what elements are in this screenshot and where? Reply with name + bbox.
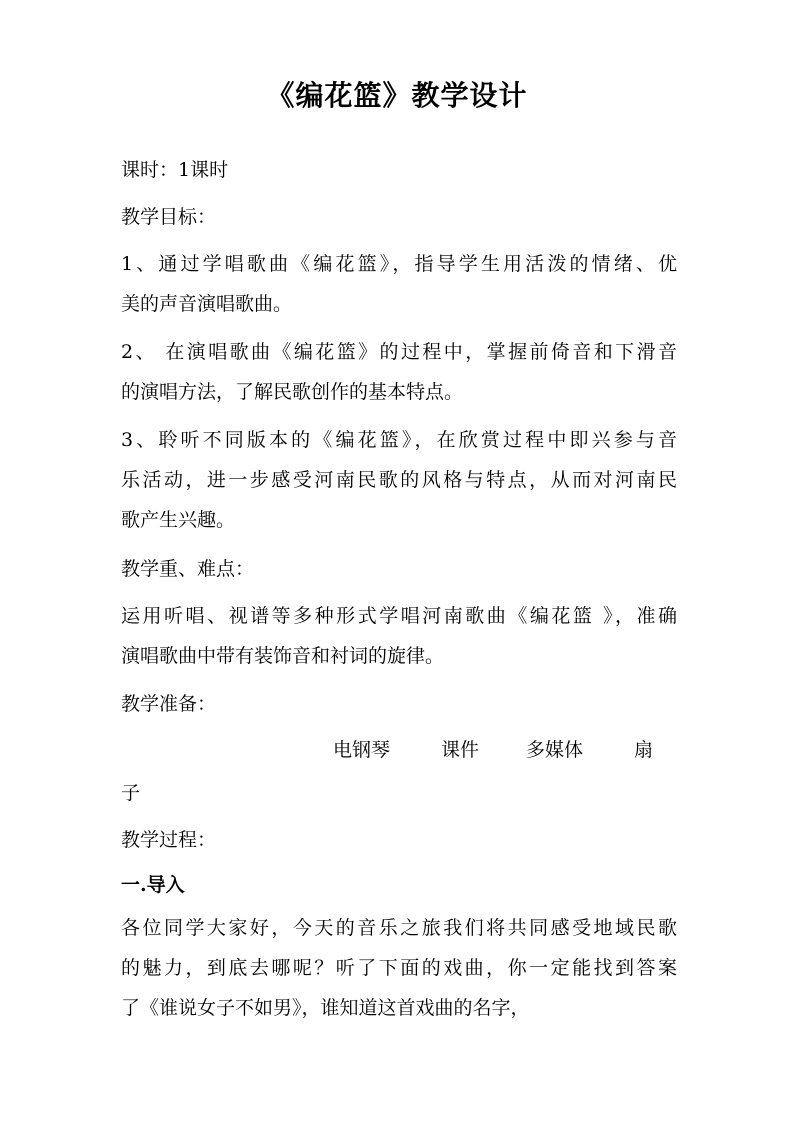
- document-title: 《编花篮》教学设计: [266, 79, 528, 112]
- preparation-item: 扇: [634, 739, 654, 761]
- objectives-heading: 教学目标：: [121, 206, 217, 228]
- key-points-line-2: 演唱歌曲中带有装饰音和衬词的旋律。: [121, 645, 445, 667]
- key-points-line-1: 运用听唱、视谱等多种形式学唱河南歌曲《编花篮 》，准确: [121, 605, 677, 627]
- key-points-heading: 教学重、难点：: [121, 558, 255, 580]
- intro-line-2: 的魅力，到底去哪呢？听了下面的戏曲，你一定能找到答案: [121, 957, 677, 979]
- preparation-item: 多媒体: [526, 739, 584, 761]
- preparation-item: 电钢琴: [333, 739, 391, 761]
- objective-2-line-1: 2、 在演唱歌曲《编花篮》的过程中，掌握前倚音和下滑音: [121, 341, 677, 363]
- preparation-item: 课件: [441, 739, 480, 761]
- objective-3-line-2: 乐活动，进一步感受河南民歌的风格与特点，从而对河南民: [121, 469, 677, 491]
- section-one-heading: 一.导入: [121, 874, 185, 896]
- objective-3-line-3: 歌产生兴趣。: [121, 509, 236, 531]
- objective-2-line-2: 的演唱方法，了解民歌创作的基本特点。: [121, 381, 464, 403]
- class-hours: 课时：1课时: [121, 159, 229, 181]
- preparation-wrap: 子: [121, 782, 141, 804]
- preparation-items: [333, 736, 677, 764]
- objective-1-line-2: 美的声音演唱歌曲。: [121, 293, 293, 315]
- intro-line-3: 了《谁说女子不如男》，谁知道这首戏曲的名字，: [121, 997, 530, 1019]
- objective-3-line-1: 3、聆听不同版本的《编花篮》，在欣赏过程中即兴参与音: [121, 429, 677, 451]
- preparation-heading: 教学准备：: [121, 693, 217, 715]
- objective-1-line-1: 1、通过学唱歌曲《编花篮》，指导学生用活泼的情绪、优: [121, 253, 677, 275]
- intro-line-1: 各位同学大家好，今天的音乐之旅我们将共同感受地域民歌: [121, 917, 677, 939]
- process-heading: 教学过程：: [121, 829, 217, 851]
